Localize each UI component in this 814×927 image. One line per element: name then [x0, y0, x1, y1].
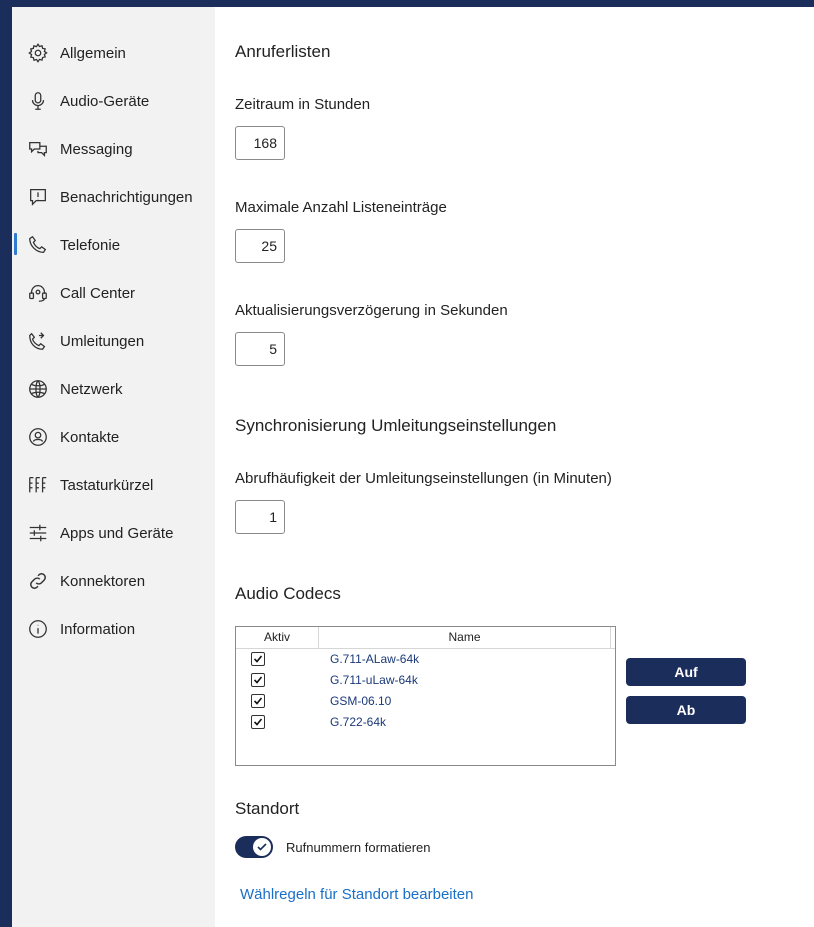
section-title-standort: Standort [235, 799, 300, 818]
sidebar-item-konnektoren[interactable] [12, 564, 215, 598]
sidebar-item-label: Umleitungen [60, 333, 145, 350]
sidebar-item-label: Information [60, 621, 136, 638]
keyboard-icon [26, 473, 50, 497]
column-header-name[interactable]: Name [319, 627, 611, 648]
globe-icon [26, 377, 50, 401]
codec-name: GSM-06.10 [330, 694, 392, 708]
codec-name: G.722-64k [330, 715, 387, 729]
sliders-icon [26, 521, 50, 545]
link-icon [26, 569, 50, 593]
checkmark-icon [253, 654, 263, 664]
notification-icon [26, 185, 50, 209]
codec-active-checkbox[interactable] [251, 694, 265, 708]
phone-icon [26, 233, 50, 257]
sidebar-item-label: Kontakte [60, 429, 120, 446]
sidebar-item-umleitungen[interactable] [12, 324, 215, 358]
edit-dial-rules-link[interactable]: Wählregeln für Standort bearbeiten [240, 886, 474, 903]
sidebar-item-label: Netzwerk [60, 381, 123, 398]
sidebar-item-label: Allgemein [60, 45, 126, 62]
move-up-button[interactable]: Auf [626, 658, 746, 686]
codec-active-checkbox[interactable] [251, 715, 265, 729]
sidebar-item-messaging[interactable] [12, 132, 215, 166]
sidebar-item-tastaturkuerzel[interactable] [12, 468, 215, 502]
sidebar-item-label: Audio-Geräte [60, 93, 150, 110]
sidebar-item-kontakte[interactable] [12, 420, 215, 454]
sidebar-item-label: Apps und Geräte [60, 525, 174, 542]
section-title-sync: Synchronisierung Umleitungseinstellungen [235, 416, 557, 435]
max-entries-label: Maximale Anzahl Listeneinträge [235, 199, 447, 216]
info-icon [26, 617, 50, 641]
sidebar-item-benachrichtigungen[interactable] [12, 180, 215, 214]
window-frame-left [0, 0, 12, 927]
checkmark-icon [253, 696, 263, 706]
codec-table[interactable] [235, 626, 616, 766]
checkmark-icon [253, 675, 263, 685]
microphone-icon [26, 89, 50, 113]
sidebar-item-label: Messaging [60, 141, 133, 158]
codec-active-checkbox[interactable] [251, 673, 265, 687]
sidebar-item-label: Telefonie [60, 237, 121, 254]
section-title-anruferlisten: Anruferlisten [235, 42, 331, 61]
sidebar-item-audio-geraete[interactable] [12, 84, 215, 118]
sidebar-item-label: Tastaturkürzel [60, 477, 154, 494]
sync-frequency-input[interactable] [235, 500, 285, 534]
settings-content [215, 7, 814, 927]
delay-label: Aktualisierungsverzögerung in Sekunden [235, 302, 508, 319]
codec-row[interactable] [236, 712, 615, 733]
zeitraum-label: Zeitraum in Stunden [235, 96, 371, 113]
headset-icon [26, 281, 50, 305]
phone-forward-icon [26, 329, 50, 353]
format-numbers-label: Rufnummern formatieren [286, 840, 431, 855]
sidebar-item-information[interactable] [12, 612, 215, 646]
sidebar-item-label: Call Center [60, 285, 136, 302]
toggle-knob [253, 838, 271, 856]
column-header-aktiv[interactable]: Aktiv [236, 627, 319, 648]
codec-name: G.711-uLaw-64k [330, 673, 418, 687]
sidebar-item-label: Benachrichtigungen [60, 189, 193, 206]
active-indicator [14, 233, 17, 255]
sidebar-item-allgemein[interactable] [12, 36, 215, 70]
window-frame-top [0, 0, 814, 7]
sidebar-item-call-center[interactable] [12, 276, 215, 310]
codec-row[interactable] [236, 691, 615, 712]
sync-frequency-label: Abrufhäufigkeit der Umleitungseinstellungen (in Minuten) [235, 470, 612, 487]
settings-sidebar [12, 7, 215, 927]
chat-icon [26, 137, 50, 161]
sidebar-item-telefonie[interactable] [12, 228, 215, 262]
checkmark-icon [253, 717, 263, 727]
codec-table-header [236, 627, 615, 649]
max-entries-input[interactable] [235, 229, 285, 263]
sidebar-item-label: Konnektoren [60, 573, 146, 590]
contact-icon [26, 425, 50, 449]
gear-icon [26, 41, 50, 65]
codec-name: G.711-ALaw-64k [330, 652, 420, 666]
checkmark-icon [256, 841, 268, 853]
sidebar-item-netzwerk[interactable] [12, 372, 215, 406]
move-down-button[interactable]: Ab [626, 696, 746, 724]
sidebar-item-apps-und-geraete[interactable] [12, 516, 215, 550]
codec-row[interactable] [236, 649, 615, 670]
codec-row[interactable] [236, 670, 615, 691]
zeitraum-input[interactable] [235, 126, 285, 160]
codec-active-checkbox[interactable] [251, 652, 265, 666]
delay-input[interactable] [235, 332, 285, 366]
format-numbers-toggle[interactable] [235, 836, 273, 858]
section-title-audio-codecs: Audio Codecs [235, 584, 341, 603]
